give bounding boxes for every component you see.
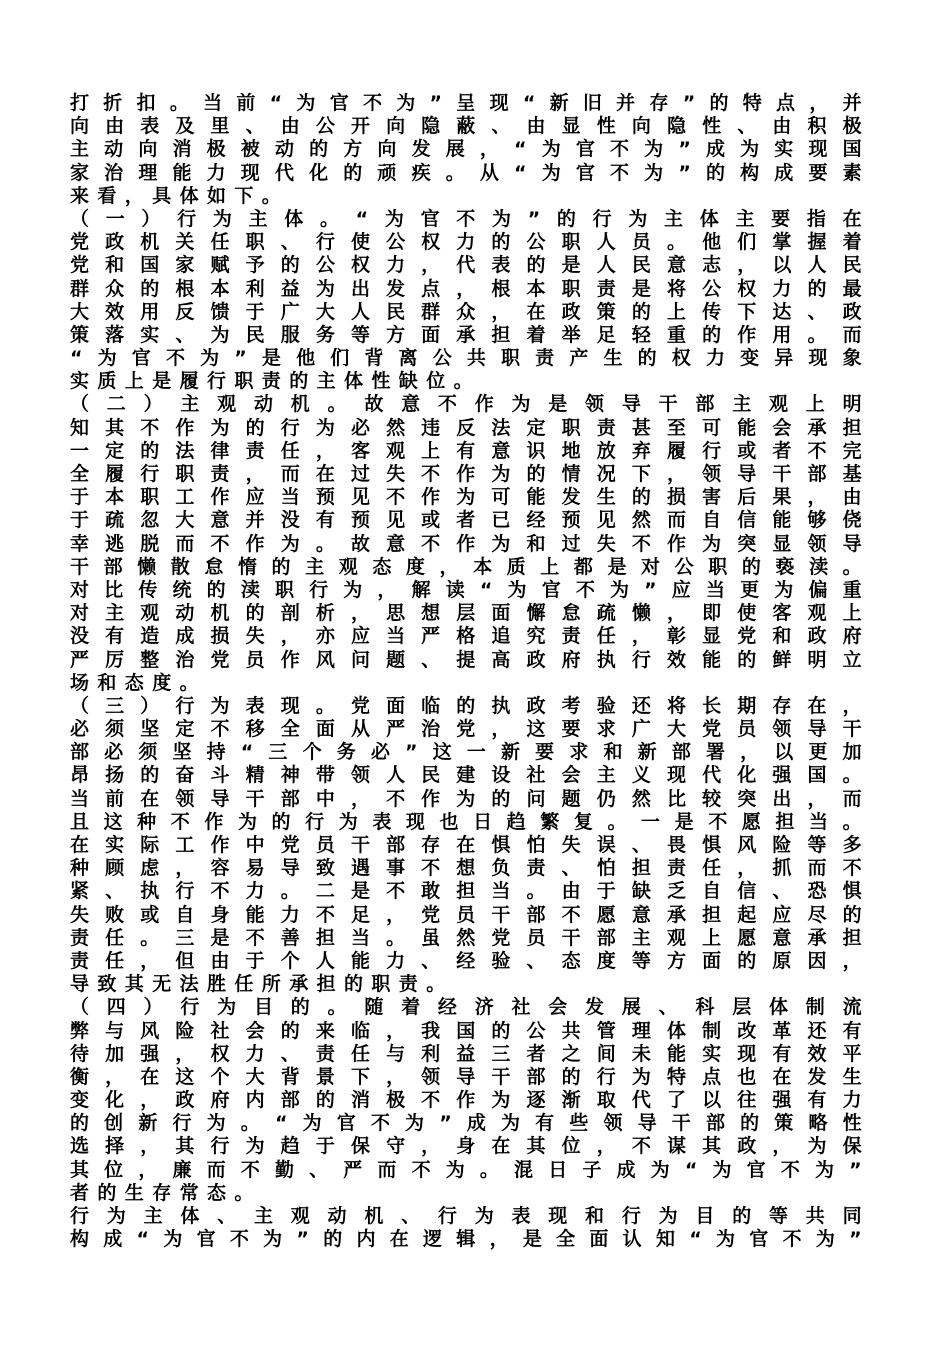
text-line: 主动向消极被动的方向发展，“为官不为”成为实现国 (70, 138, 870, 161)
text-line: 其位，廉而不勤、严而不为。混日子成为“为官不为” (70, 1158, 870, 1181)
text-line: 待加强，权力、责任与利益三者之间未能实现有效平 (70, 1042, 870, 1065)
document-body (70, 92, 870, 1251)
text-line: 场和态度。 (70, 671, 208, 694)
text-line: 变化，政府内部的消极不作为逐渐取代了以往强有力 (70, 1089, 870, 1112)
text-line: 昂扬的奋斗精神带领人民建设社会主义现代化强国。 (70, 764, 870, 787)
text-line: 一定的法律责任，客观上有意识地放弃履行或者不完 (70, 439, 870, 462)
text-line: 家治理能力现代化的顽疾。从“为官不为”的构成要素 (70, 161, 870, 184)
text-line: 全履行职责，而在过失不作为的情况下，领导干部基 (70, 463, 870, 485)
text-line: 没有造成损失，亦应当严格追究责任，彰显党和政府 (70, 625, 870, 648)
text-line: 责任。三是不善担当。虽然党员干部主观上愿意承担 (70, 926, 870, 949)
text-line: 紧、执行不力。二是不敢担当。由于缺乏自信、恐惧 (70, 880, 870, 903)
text-line: 于疏忽大意并没有预见或者已经预见然而自信能够侥 (70, 509, 870, 532)
text-line: 知其不作为的行为必然违反法定职责甚至可能会承担 (70, 416, 870, 439)
text-line: 群众的根本利益为出发点，根本职责是将公权力的最 (70, 277, 870, 300)
text-line: 对比传统的渎职行为，解读“为官不为”应当更为偏重 (70, 578, 870, 601)
text-line: 实质上是履行职责的主体性缺位。 (70, 370, 482, 393)
text-line: 种顾虑，容易导致遇事不想负责、怕担责任，抓而不 (70, 857, 870, 880)
text-line: 失败或自身能力不足，党员干部不愿意承担起应尽的 (70, 903, 870, 926)
text-line: 策落实、为民服务等方面承担着举足轻重的作用。而 (70, 323, 870, 346)
text-line: 打折扣。当前“为官不为”呈现“新旧并存”的特点，并 (70, 92, 870, 114)
text-line: 且这种不作为的行为表现也日趋繁复。一是不愿担当。 (70, 810, 870, 833)
text-line: “为官不为”是他们背离公共职责产生的权力变异现象 (70, 347, 870, 370)
text-line: 当前在领导干部中，不作为的问题仍然比较突出，而 (70, 787, 870, 810)
text-line: 者的生存常态。 (70, 1181, 262, 1204)
text-line: 部必须坚持“三个务必”这一新要求和新部署，以更加 (70, 741, 870, 764)
text-line: （二）主观动机。故意不作为是领导干部主观上明 (70, 393, 870, 416)
text-line: 选择，其行为趋于保守，身在其位，不谋其政，为保 (70, 1135, 870, 1158)
text-line: 来看，具体如下。 (70, 184, 290, 207)
text-line: 弊与风险社会的来临，我国的公共管理体制改革还有 (70, 1019, 870, 1042)
text-line: 严厉整治党员作风问题、提高政府执行效能的鲜明立 (70, 648, 870, 671)
text-line: 在实际工作中党员干部存在惧怕失误、畏惧风险等多 (70, 834, 870, 856)
text-line: 于本职工作应当预见不作为可能发生的损害后果，由 (70, 486, 870, 509)
text-line: 党和国家赋予的公权力，代表的是人民意志，以人民 (70, 254, 870, 277)
text-line: 行为主体、主观动机、行为表现和行为目的等共同 (70, 1205, 870, 1227)
text-line: （三）行为表现。党面临的执政考验还将长期存在， (70, 694, 870, 717)
text-line: 导致其无法胜任所承担的职责。 (70, 973, 454, 996)
text-line: 干部懒散怠惰的主观态度，本质上都是对公职的亵渎。 (70, 555, 870, 578)
text-line: 党政机关任职、行使公权力的公职人员。他们掌握着 (70, 231, 870, 254)
text-line: 幸逃脱而不作为。故意不作为和过失不作为突显领导 (70, 532, 870, 555)
text-line: 的创新行为。“为官不为”成为有些领导干部的策略性 (70, 1112, 870, 1135)
text-line: 责任，但由于个人能力、经验、态度等方面的原因， (70, 949, 870, 972)
text-line: 衡，在这个大背景下，领导干部的行为特点也在发生 (70, 1065, 870, 1088)
text-line: 大效用反馈于广大人民群众，在政策的上传下达、政 (70, 300, 870, 323)
text-line: （四）行为目的。随着经济社会发展、科层体制流 (70, 996, 870, 1019)
text-line: 对主观动机的剖析，思想层面懈怠疏懒，即使客观上 (70, 602, 870, 625)
text-line: （一）行为主体。“为官不为”的行为主体主要指在 (70, 207, 870, 230)
text-line: 向由表及里、由公开向隐蔽、由显性向隐性、由积极 (70, 115, 870, 138)
text-line: 必须坚定不移全面从严治党，这要求广大党员领导干 (70, 718, 870, 741)
text-line: 构成“为官不为”的内在逻辑，是全面认知“为官不为” (70, 1228, 870, 1251)
